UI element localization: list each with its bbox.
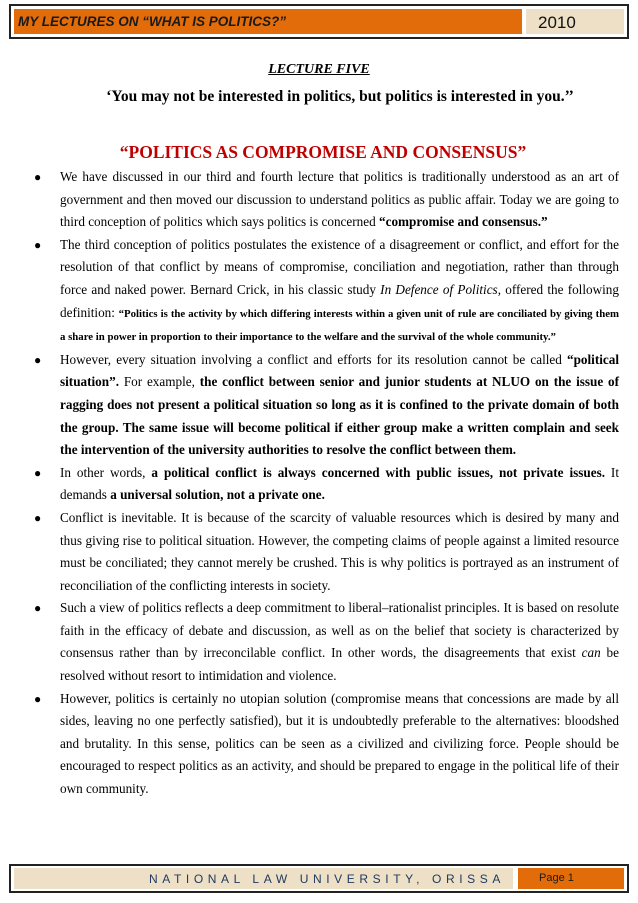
bullet-dot: ● [34, 237, 42, 252]
footer-page-number: Page 1 [518, 868, 624, 889]
bullet-dot: ● [34, 352, 42, 367]
bullet-item: ● However, every situation involving a conflict and efforts for its resolution cannot be called “political situation”. For example, the conflict between senior and junior students at NLUO on the issue of ragging does not present a political situation so long as it is confined to the private domain of both the group. The same issue will become political if either group make a written complain and seek the intervention of the university authorities to resolve the conflict between them. [34, 349, 619, 462]
page-header [9, 4, 629, 39]
bullet-item: ● We have discussed in our third and fourth lecture that politics is traditionally understood as an art of government and then moved our discussion to understand politics as public affair. Today we are going to third conception of politics which says politics is concerned “compromise and consensus.” [34, 166, 619, 234]
bullet-list [34, 166, 619, 801]
header-title: MY LECTURES ON “WHAT IS POLITICS?” [14, 9, 522, 34]
lecture-title: “POLITICS AS COMPROMISE AND CONSENSUS” [119, 142, 527, 162]
header-year: 2010 [526, 9, 624, 34]
footer-institution: NATIONAL LAW UNIVERSITY, ORISSA [14, 868, 513, 889]
bullet-dot: ● [34, 691, 42, 706]
lecture-quote: ‘You may not be interested in politics, but politics is interested in you.’’ [106, 88, 574, 105]
bullet-dot: ● [34, 465, 42, 480]
bullet-item: ● Conflict is inevitable. It is because of the scarcity of valuable resources which is desired by many and thus giving rise to political situation. However, the competing claims of people against a limited resource must be conciliated; they cannot merely be crushed. This is why politics is portrayed as an instrument of reconciliation of the conflicting interests in society. [34, 507, 619, 597]
lecture-label: LECTURE FIVE [268, 62, 370, 77]
bullet-dot: ● [34, 510, 42, 525]
bullet-item: ● In other words, a political conflict is always concerned with public issues, not private issues. It demands a universal solution, not a private one. [34, 462, 619, 507]
bullet-item: ● However, politics is certainly no utopian solution (compromise means that concessions are made by all sides, leaving no one perfectly satisfied), but it is undoubtedly preferable to the alternatives: bloodshed and brutality. In this sense, politics can be seen as a civilized and civilizing force. People should be encouraged to respect politics as an activity, and should be prepared to engage in the political life of their own community. [34, 688, 619, 801]
bullet-item: ● The third conception of politics postulates the existence of a disagreement or conflict, and effort for the resolution of that conflict by means of compromise, conciliation and negotiation, rather than through force and naked power. Bernard Crick, in his classic study In Defence of Politics, offered the following definition: “Politics is the activity by which differing interests within a given unit of rule are conciliated by giving them a share in power in proportion to their importance to the welfare and the survival of the whole community.” [34, 234, 619, 349]
crick-definition: “Politics is the activity by which differing interests within a given unit of rule are conciliated by giving them a share in power in proportion to their importance to the welfare and the survival of the whole community.” [60, 307, 619, 344]
bullet-dot: ● [34, 170, 42, 184]
bullet-item: ● Such a view of politics reflects a deep commitment to liberal–rationalist principles. It is based on resolute faith in the efficacy of debate and discussion, as well as on the belief that society is characterized by consensus rather than by irreconcilable conflict. In other words, the disagreements that exist can be resolved without resort to intimidation and violence. [34, 597, 619, 687]
bullet-dot: ● [34, 601, 42, 616]
page-footer [9, 864, 629, 893]
